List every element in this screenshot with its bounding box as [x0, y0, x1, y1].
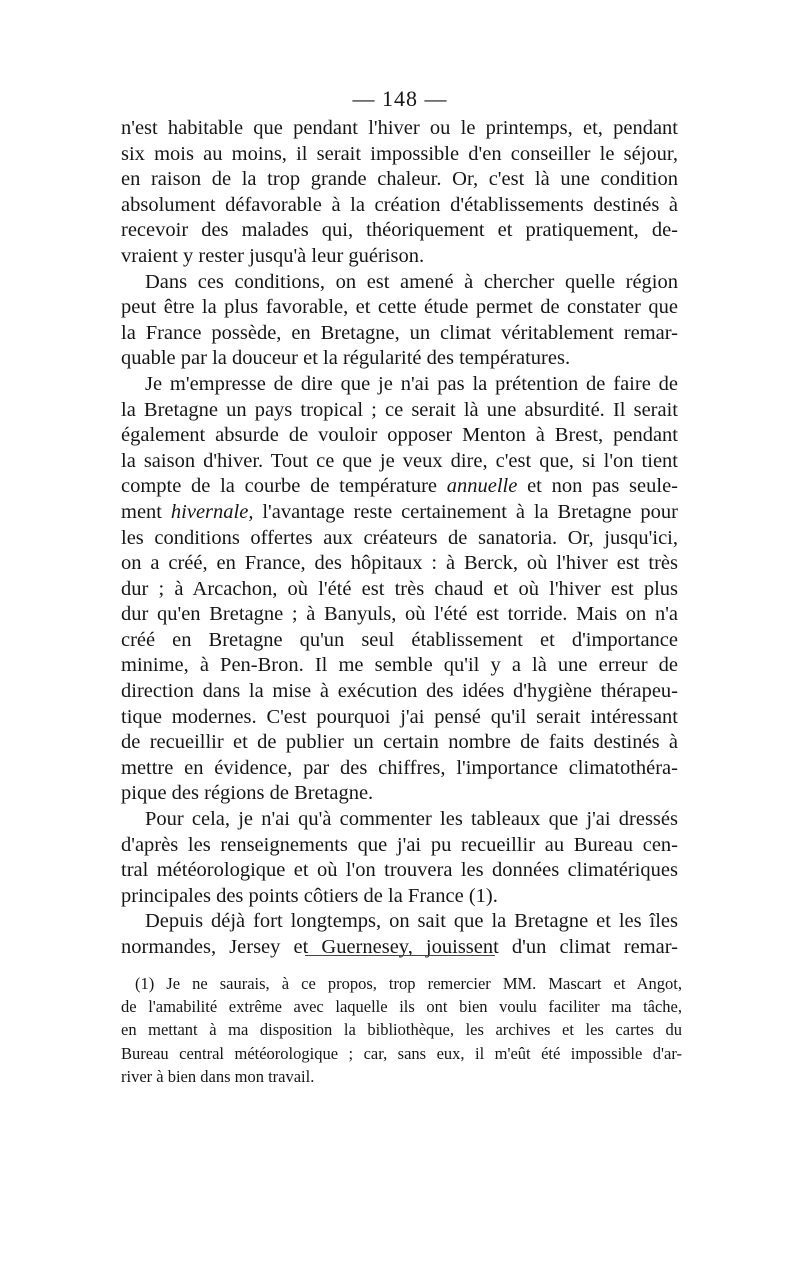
footnote-line: de l'amabilité extrême avec laquelle ils ont bien voulu faciliter ma tâche, [121, 997, 682, 1017]
text-line: n'est habitable que pendant l'hiver ou le printemps, et, pendant [121, 117, 678, 139]
body-text [121, 116, 678, 961]
text-line: on a créé, en France, des hôpitaux : à Berck, où l'hiver est très [121, 552, 678, 575]
emphasis-hivernale: hivernale, [170, 500, 254, 523]
text-line: minime, à Pen-Bron. Il me semble qu'il y a là une erreur de [121, 654, 678, 677]
text-line: normandes, Jersey et Guernesey, jouissent d'un climat remar- [121, 936, 678, 958]
emphasis-annuelle: annuelle [446, 475, 518, 498]
text-line: pique des régions de Bretagne. [121, 782, 374, 805]
text-line: dur qu'en Bretagne ; à Banyuls, où l'été est torride. Mais on n'a [121, 603, 678, 626]
text-line: Dans ces conditions, on est amené à chercher quelle région [145, 270, 678, 293]
text-line: principales des points côtiers de la France (1). [121, 884, 498, 907]
text-line: mettre en évidence, par des chiffres, l'importance climatothéra- [121, 756, 678, 779]
text-segment: et non pas seule- [527, 475, 678, 498]
footnote-line: en mettant à ma disposition la bibliothèque, les archives et les cartes du [121, 1020, 682, 1040]
text-line: dur ; à Arcachon, où l'été est très chaud et où l'hiver est plus [121, 577, 678, 600]
footnote-rule [305, 955, 495, 956]
text-line: quable par la douceur et la régularité des températures. [121, 347, 571, 370]
text-segment: ment [121, 500, 162, 523]
footnote-line: Bureau central météorologique ; car, sans eux, il m'eût été impossible d'ar- [121, 1043, 682, 1063]
page-number: — 148 — [352, 86, 448, 111]
text-line: Pour cela, je n'ai qu'à commenter les tableaux que j'ai dressés [145, 808, 678, 831]
text-line: la France possède, en Bretagne, un climat véritablement remar- [121, 321, 678, 344]
text-segment: compte de la courbe de température [121, 475, 438, 498]
text-line: créé en Bretagne qu'un seul établissement et d'importance [121, 628, 678, 651]
text-line: en raison de la trop grande chaleur. Or, c'est là une condition [121, 168, 678, 191]
text-line: tique modernes. C'est pourquoi j'ai pensé qu'il serait intéressant [121, 705, 678, 728]
text-line: peut être la plus favorable, et cette étude permet de constater que [121, 296, 678, 319]
text-line: également absurde de vouloir opposer Menton à Brest, pendant [121, 424, 678, 447]
text-line: Depuis déjà fort longtemps, on sait que la Bretagne et les îles [145, 910, 678, 933]
footnote [121, 972, 682, 1088]
text-segment: l'avantage reste certainement à la Bretagne pour [262, 500, 678, 523]
footnote-line: (1) Je ne saurais, à ce propos, trop remercier MM. Mascart et Angot, [135, 974, 682, 993]
text-line: les conditions offertes aux créateurs de sanatoria. Or, jusqu'ici, [121, 526, 678, 549]
text-line: d'après les renseignements que j'ai pu recueillir au Bureau cen- [121, 833, 678, 856]
text-line [121, 500, 678, 526]
text-line: recevoir des malades qui, théoriquement et pratiquement, de- [121, 219, 678, 242]
text-line: six mois au moins, il serait impossible d'en conseiller le séjour, [121, 142, 678, 165]
text-line: de recueillir et de publier un certain nombre de faits destinés à [121, 731, 678, 754]
text-line: absolument défavorable à la création d'établissements destinés à [121, 193, 678, 216]
footnote-line: river à bien dans mon travail. [121, 1066, 315, 1086]
text-line: la Bretagne un pays tropical ; ce serait là une absurdité. Il serait [121, 398, 678, 421]
text-line: Je m'empresse de dire que je n'ai pas la prétention de faire de [145, 372, 678, 395]
text-line: tral météorologique et où l'on trouvera les données climatériques [121, 859, 678, 882]
text-line: direction dans la mise à exécution des idées d'hygiène thérapeu- [121, 680, 678, 703]
text-line: vraient y rester jusqu'à leur guérison. [121, 244, 425, 267]
text-line: la saison d'hiver. Tout ce que je veux dire, c'est que, si l'on tient [121, 449, 678, 472]
text-line [121, 474, 678, 500]
